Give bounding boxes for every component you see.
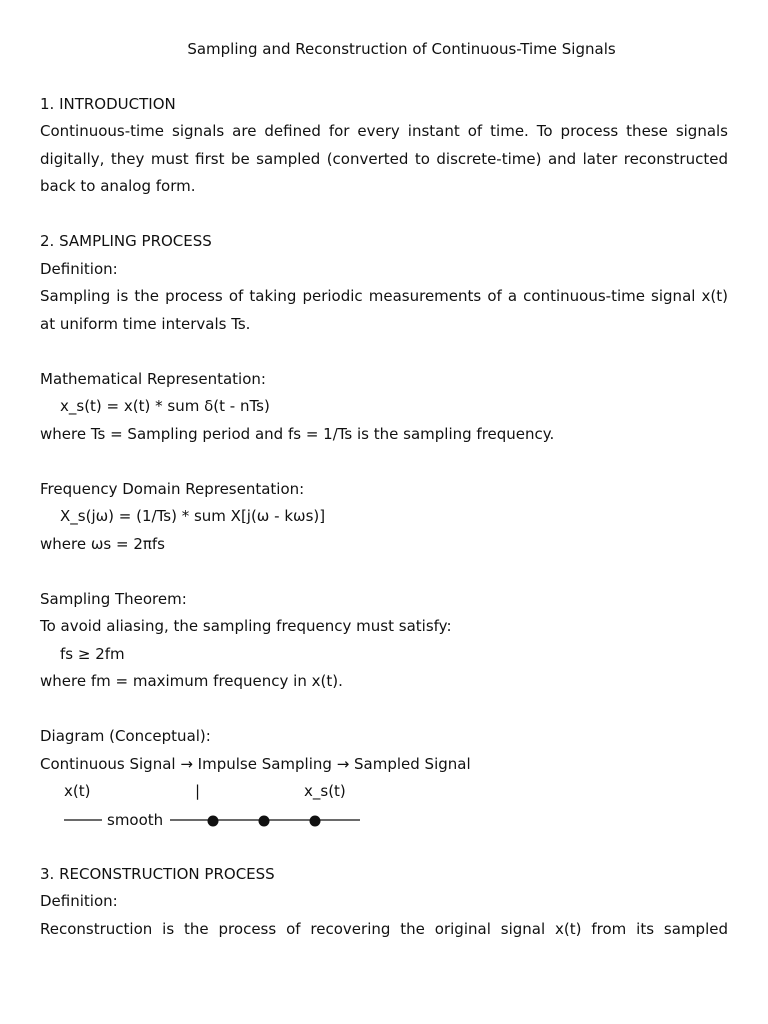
- diagram-label: Diagram (Conceptual):: [40, 727, 211, 745]
- diagram-smooth-label: smooth: [107, 810, 164, 829]
- intro-heading: 1. INTRODUCTION: [40, 94, 176, 113]
- sampling-definition-text: Sampling is the process of taking periodic measurements of a continuous-time signal x(t) at uniform time intervals Ts.: [40, 287, 728, 333]
- sampling-theorem-label: Sampling Theorem:: [40, 589, 187, 608]
- spacer: [40, 448, 728, 476]
- spacer: [40, 63, 728, 91]
- document-page: [40, 36, 728, 943]
- spacer: [40, 833, 728, 861]
- intro-paragraph: Continuous-time signals are defined for every instant of time. To process these signals digitally, they must first be sampled (converted to discrete-time) and later reconstructed back to analog form.: [40, 122, 728, 195]
- frequency-formula: X_s(jω) = (1/Ts) * sum X[j(ω - kωs)]: [60, 507, 326, 525]
- sampling-theorem-text: To avoid aliasing, the sampling frequency must satisfy:: [40, 617, 452, 635]
- sampling-definition-label: Definition:: [40, 259, 118, 278]
- math-formula: x_s(t) = x(t) * sum δ(t - nTs): [60, 397, 270, 415]
- frequency-domain-label: Frequency Domain Representation:: [40, 479, 305, 498]
- sampling-diagram: [40, 806, 728, 834]
- spacer: [40, 696, 728, 724]
- sampling-theorem-where: where fm = maximum frequency in x(t).: [40, 672, 343, 690]
- sample-point: [259, 815, 270, 826]
- diagram-bar-label: |: [195, 782, 201, 800]
- diagram-xst-label: x_s(t): [304, 782, 346, 800]
- sample-point: [208, 815, 219, 826]
- spacer: [40, 558, 728, 586]
- diagram-xt-label: x(t): [64, 782, 91, 800]
- diagram-flow: Continuous Signal → Impulse Sampling → Sampled Signal: [40, 754, 471, 773]
- reconstruction-definition-text: Reconstruction is the process of recovering the original signal x(t) from its sampled: [40, 919, 728, 938]
- sampling-theorem-formula: fs ≥ 2fm: [60, 644, 125, 663]
- frequency-where-text: where ωs = 2πfs: [40, 534, 165, 553]
- reconstruction-heading: 3. RECONSTRUCTION PROCESS: [40, 864, 275, 883]
- math-where-text: where Ts = Sampling period and fs = 1/Ts is the sampling frequency.: [40, 424, 555, 443]
- sampling-heading: 2. SAMPLING PROCESS: [40, 232, 212, 250]
- sampling-diagram-graphic: [40, 806, 370, 834]
- math-representation-label: Mathematical Representation:: [40, 369, 266, 388]
- spacer: [40, 201, 728, 229]
- document-title: Sampling and Reconstruction of Continuous-Time Signals: [187, 40, 616, 58]
- sample-point: [310, 815, 321, 826]
- diagram-signal-labels: [40, 778, 728, 806]
- reconstruction-definition-label: Definition:: [40, 892, 118, 910]
- spacer: [40, 338, 728, 366]
